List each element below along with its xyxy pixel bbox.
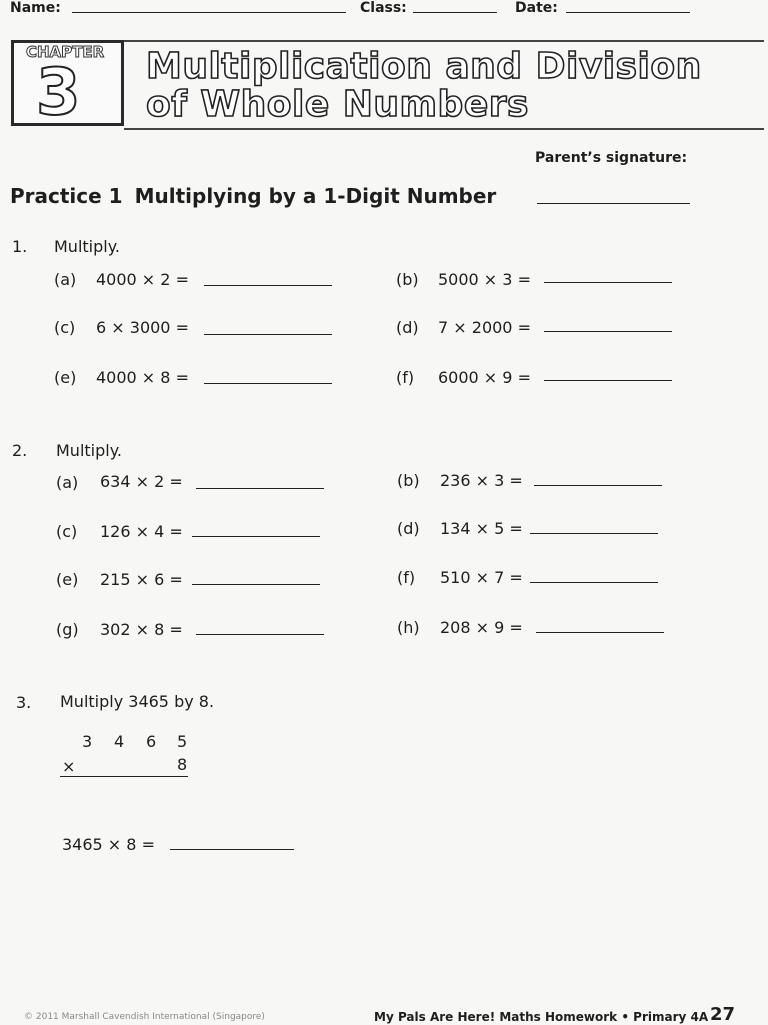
question-number: 1.	[12, 237, 28, 256]
answer-line[interactable]	[530, 582, 658, 583]
chapter-title-line2: of Whole Numbers	[146, 84, 529, 125]
answer-line[interactable]	[192, 584, 320, 585]
item-label: (f)	[397, 568, 416, 587]
date-field[interactable]	[566, 12, 690, 13]
answer-line[interactable]	[544, 380, 672, 381]
item-expression: 5000 × 3 =	[438, 270, 531, 289]
answer-line[interactable]	[192, 536, 320, 537]
working-digit: 6	[146, 732, 157, 751]
answer-line[interactable]	[530, 533, 658, 534]
item-label: (a)	[54, 270, 77, 289]
question-instruction: Multiply 3465 by 8.	[60, 692, 215, 711]
answer-line[interactable]	[544, 282, 672, 283]
item-label: (g)	[56, 620, 79, 639]
item-label: (d)	[396, 318, 419, 337]
item-label: (b)	[396, 270, 419, 289]
chapter-title-band	[124, 40, 764, 130]
answer-line[interactable]	[204, 383, 332, 384]
question-instruction: Multiply.	[56, 441, 122, 460]
book-title: My Pals Are Here! Maths Homework • Primary 4A	[374, 1010, 709, 1024]
item-expression: 634 × 2 =	[100, 472, 183, 491]
working-digit: 3	[82, 732, 93, 751]
item-expression: 208 × 9 =	[440, 618, 523, 637]
item-label: (c)	[54, 318, 76, 337]
question-number: 2.	[12, 441, 28, 460]
item-label: (f)	[396, 368, 415, 387]
name-field[interactable]	[72, 12, 346, 13]
question-instruction: Multiply.	[54, 237, 120, 256]
item-expression: 4000 × 2 =	[96, 270, 189, 289]
copyright-text: © 2011 Marshall Cavendish International (Singapore)	[24, 1012, 265, 1022]
class-label: Class:	[360, 0, 407, 16]
chapter-title-line1: Multiplication and Division	[146, 46, 702, 87]
item-label: (e)	[54, 368, 77, 387]
item-expression: 3465 × 8 =	[62, 835, 155, 854]
page-number: 27	[710, 1004, 736, 1025]
answer-line[interactable]	[204, 285, 332, 286]
item-label: (a)	[56, 473, 79, 492]
class-field[interactable]	[413, 12, 497, 13]
item-label: (b)	[397, 471, 420, 490]
item-expression: 126 × 4 =	[100, 522, 183, 541]
item-label: (e)	[56, 570, 79, 589]
parent-signature-label: Parent’s signature:	[535, 150, 688, 166]
working-underline	[60, 776, 188, 777]
name-label: Name:	[10, 0, 61, 16]
item-expression: 510 × 7 =	[440, 568, 523, 587]
parent-signature-field[interactable]	[537, 203, 690, 204]
item-expression: 4000 × 8 =	[96, 368, 189, 387]
working-operator: ×	[62, 757, 76, 776]
item-expression: 236 × 3 =	[440, 471, 523, 490]
working-digit: 4	[114, 732, 125, 751]
answer-line[interactable]	[196, 488, 324, 489]
practice-title: Multiplying by a 1-Digit Number	[134, 184, 497, 208]
item-expression: 6 × 3000 =	[96, 318, 189, 337]
working-digit: 5	[177, 732, 188, 751]
answer-line[interactable]	[534, 485, 662, 486]
item-label: (d)	[397, 519, 420, 538]
chapter-number: 3	[36, 56, 81, 130]
answer-line[interactable]	[536, 632, 664, 633]
item-expression: 134 × 5 =	[440, 519, 523, 538]
answer-line[interactable]	[544, 331, 672, 332]
practice-label: Practice 1	[10, 184, 123, 208]
item-expression: 6000 × 9 =	[438, 368, 531, 387]
chapter-word: CHAPTER	[26, 43, 105, 61]
item-expression: 302 × 8 =	[100, 620, 183, 639]
date-label: Date:	[515, 0, 558, 16]
item-label: (h)	[397, 618, 420, 637]
answer-line[interactable]	[170, 849, 294, 850]
chapter-badge	[11, 40, 124, 130]
item-label: (c)	[56, 522, 78, 541]
working-multiplier: 8	[177, 755, 188, 774]
item-expression: 215 × 6 =	[100, 570, 183, 589]
answer-line[interactable]	[196, 634, 324, 635]
item-expression: 7 × 2000 =	[438, 318, 531, 337]
practice-heading	[10, 184, 496, 208]
question-number: 3.	[16, 693, 32, 712]
answer-line[interactable]	[204, 334, 332, 335]
